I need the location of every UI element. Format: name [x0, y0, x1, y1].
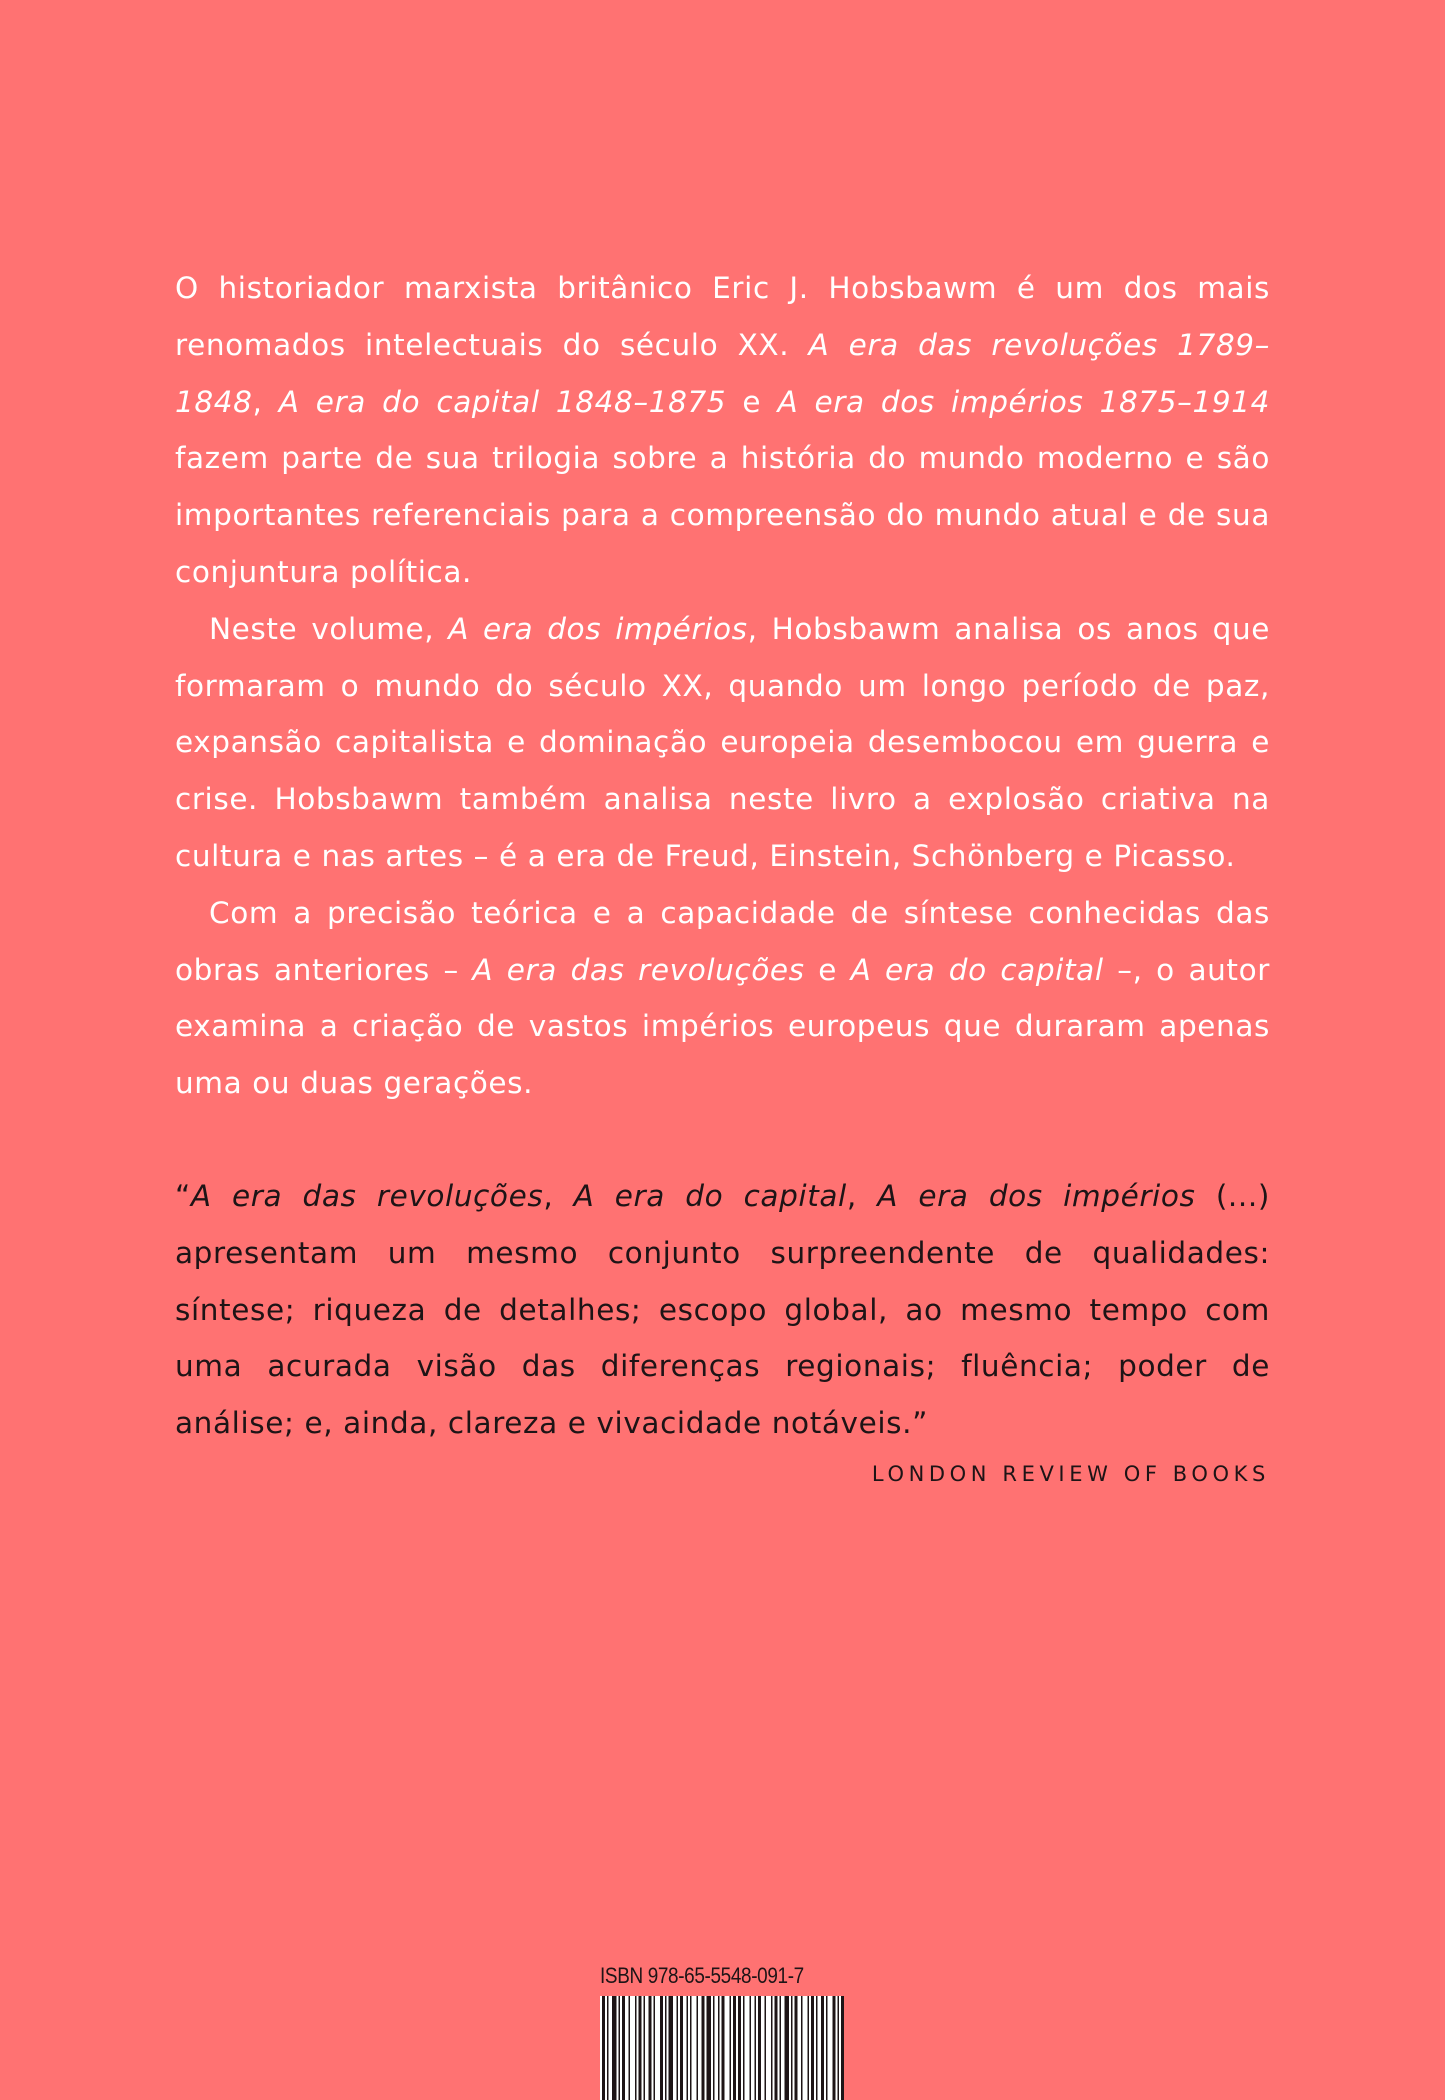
barcode-bar	[612, 1996, 617, 2100]
text-span: , Hobsbawm analisa os anos que formaram o mundo do século XX, quando um longo período de paz, expansão capitalista e dominação europeia desembocou em guerra e crise. Hobsbawm também analisa neste livro a explosão criativa na cultura e nas artes – é a era de Freud, Einstein, Schönberg e Picasso.	[175, 611, 1270, 873]
cover-text	[175, 260, 1270, 1486]
barcode-bar	[826, 1996, 828, 2100]
book-title: A era das revoluções	[190, 1178, 544, 1213]
barcode-bar	[654, 1996, 656, 2100]
barcode-bar	[765, 1996, 767, 2100]
synopsis	[175, 260, 1270, 1112]
isbn-number: ISBN 978-65-5548-091-7	[600, 1963, 804, 1988]
barcode-bar	[801, 1996, 803, 2100]
barcode-bar	[833, 1996, 836, 2100]
text-span: (...) apresentam um mesmo conjunto surpreendente de qualidades: síntese; riqueza de detalhes; escopo global, ao mesmo tempo com uma acurada visão das diferenças regionais; fluência; poder de análise; e, ainda, clareza e vivacidade notáveis.”	[175, 1178, 1270, 1441]
barcode-icon	[600, 1996, 844, 2100]
barcode-bar	[811, 1996, 814, 2100]
book-title: A era do capital 1848–1875	[278, 384, 727, 419]
barcode-bar	[639, 1996, 642, 2100]
text-span: O historiador marxista britânico Eric J. Hobsbawm é um dos mais renomados intelectuais do século XX.	[175, 271, 1270, 362]
barcode-bar	[660, 1996, 663, 2100]
barcode-bar	[607, 1996, 609, 2100]
barcode-bar	[808, 1996, 810, 2100]
text-span: Com a precisão teórica e a capacidade de síntese conhecidas das obras anteriores –	[175, 895, 1270, 987]
text-span: Neste volume,	[209, 611, 449, 646]
review-quote-block	[175, 1168, 1270, 1486]
barcode-bar	[707, 1996, 712, 2100]
synopsis-paragraph-2	[175, 601, 1270, 885]
barcode-bar	[722, 1996, 725, 2100]
barcode-bar	[838, 1996, 840, 2100]
barcode-bar	[758, 1996, 761, 2100]
barcode-bar	[713, 1996, 715, 2100]
open-quote-mark: “	[175, 1178, 191, 1213]
barcode-bar	[665, 1996, 667, 2100]
barcode-bar	[687, 1996, 689, 2100]
text-span: e	[804, 952, 851, 987]
book-title: A era dos impérios	[448, 611, 748, 646]
book-title: A era do capital	[850, 952, 1104, 987]
text-span: –, o autor examina a criação de vastos impérios europeus que duraram apenas uma ou duas gerações.	[175, 952, 1270, 1101]
barcode-bar	[629, 1996, 631, 2100]
barcode-bar	[718, 1996, 720, 2100]
barcode-bar	[733, 1996, 736, 2100]
barcode-bar	[669, 1996, 674, 2100]
barcode-graphic	[600, 1996, 844, 2100]
book-title: A era do capital	[573, 1178, 847, 1213]
synopsis-paragraph-1	[175, 260, 1270, 601]
barcode-bar	[743, 1996, 745, 2100]
barcode-bar	[644, 1996, 646, 2100]
barcode-bar	[755, 1996, 757, 2100]
barcode-bar	[622, 1996, 625, 2100]
barcode-bar	[690, 1996, 692, 2100]
barcode-bar	[730, 1996, 732, 2100]
barcode-bar	[841, 1996, 844, 2100]
text-span: e	[726, 384, 778, 419]
barcode-bar	[775, 1996, 778, 2100]
barcode-bar	[619, 1996, 621, 2100]
text-span: fazem parte de sua trilogia sobre a história do mundo moderno e são importantes referenciais para a compreensão do mundo atual e de sua conjuntura política.	[175, 441, 1270, 589]
barcode-bar	[649, 1996, 652, 2100]
barcode-bar	[785, 1996, 790, 2100]
barcode-bar	[702, 1996, 705, 2100]
quote-attribution: LONDON REVIEW OF BOOKS	[871, 1461, 1270, 1486]
barcode-bar	[791, 1996, 793, 2100]
book-title: A era das revoluções	[472, 952, 805, 987]
barcode-bar	[602, 1996, 605, 2100]
review-quote	[175, 1168, 1270, 1452]
text-span: ,	[543, 1178, 574, 1213]
barcode-bar	[738, 1996, 741, 2100]
book-title: A era dos impérios	[877, 1178, 1196, 1213]
barcode-bar	[680, 1996, 683, 2100]
barcode-bar	[780, 1996, 782, 2100]
barcode-bar	[795, 1996, 798, 2100]
book-title: A era das revoluções 1789–1848	[175, 327, 1271, 419]
text-span: ,	[846, 1178, 878, 1213]
synopsis-paragraph-3	[175, 885, 1270, 1112]
barcode-bar	[821, 1996, 824, 2100]
barcode-bar	[677, 1996, 679, 2100]
barcode-bar	[635, 1996, 637, 2100]
text-span: ,	[252, 384, 279, 419]
barcode-bar	[750, 1996, 752, 2100]
barcode-bar	[697, 1996, 699, 2100]
barcode-bar	[771, 1996, 773, 2100]
book-title: A era dos impérios 1875–1914	[777, 384, 1270, 419]
barcode-bar	[816, 1996, 818, 2100]
